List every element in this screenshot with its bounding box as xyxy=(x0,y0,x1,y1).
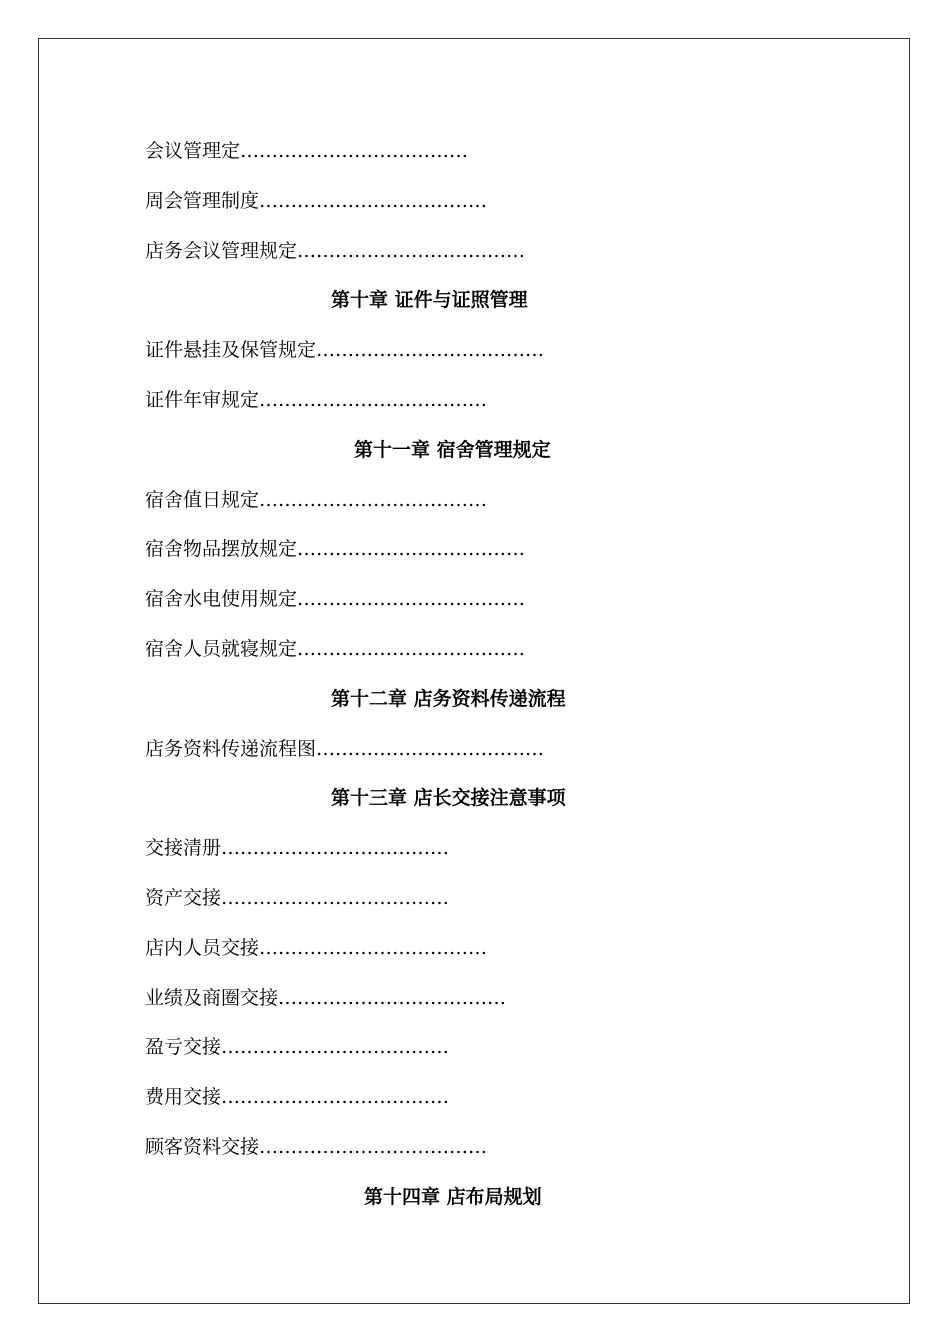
toc-entry-title: 交接清册 xyxy=(145,837,222,859)
toc-leader-dots: ……………………………… xyxy=(259,937,488,959)
toc-entry xyxy=(145,734,544,764)
toc-leader-dots: ……………………………… xyxy=(297,588,526,610)
chapter-heading: 第十一章 宿舍管理规定 xyxy=(354,439,551,461)
toc-leader-dots: ……………………………… xyxy=(221,1086,450,1108)
toc-entry-title: 会议管理定 xyxy=(145,140,241,162)
toc-entry-title: 业绩及商圈交接 xyxy=(145,987,279,1009)
toc-entry xyxy=(145,485,487,515)
chapter-heading: 第十三章 店长交接注意事项 xyxy=(331,787,566,809)
toc-entry xyxy=(145,136,468,166)
toc-entry xyxy=(145,1132,487,1162)
toc-entry xyxy=(145,335,544,365)
toc-entry xyxy=(145,883,449,913)
toc-leader-dots: ……………………………… xyxy=(278,987,507,1009)
toc-entry xyxy=(145,236,525,266)
toc-leader-dots: ……………………………… xyxy=(259,489,488,511)
toc-entry-title: 宿舍值日规定 xyxy=(145,489,260,511)
toc-entry xyxy=(145,1082,449,1112)
toc-entry-title: 宿舍人员就寝规定 xyxy=(145,638,298,660)
toc-leader-dots: ……………………………… xyxy=(221,1036,450,1058)
chapter-heading: 第十章 证件与证照管理 xyxy=(331,289,528,311)
toc-leader-dots: ……………………………… xyxy=(297,240,526,262)
toc-entry xyxy=(145,1032,449,1062)
toc-entry xyxy=(145,385,487,415)
toc-leader-dots: ……………………………… xyxy=(297,638,526,660)
toc-entry xyxy=(145,584,525,614)
toc-entry-title: 宿舍物品摆放规定 xyxy=(145,538,298,560)
toc-leader-dots: ……………………………… xyxy=(259,389,488,411)
toc-leader-dots: ……………………………… xyxy=(240,140,469,162)
toc-entry-title: 费用交接 xyxy=(145,1086,222,1108)
toc-entry-title: 店内人员交接 xyxy=(145,937,260,959)
toc-entry-title: 盈亏交接 xyxy=(145,1036,222,1058)
toc-entry-title: 证件悬挂及保管规定 xyxy=(145,339,317,361)
toc-leader-dots: ……………………………… xyxy=(259,190,488,212)
toc-entry xyxy=(145,983,506,1013)
toc-entry-title: 店务资料传递流程图 xyxy=(145,738,317,760)
toc-leader-dots: ……………………………… xyxy=(297,538,526,560)
toc-entry-title: 顾客资料交接 xyxy=(145,1136,260,1158)
toc-leader-dots: ……………………………… xyxy=(316,339,545,361)
chapter-heading: 第十二章 店务资料传递流程 xyxy=(331,688,566,710)
toc-leader-dots: ……………………………… xyxy=(221,887,450,909)
toc-entry-title: 周会管理制度 xyxy=(145,190,260,212)
toc-leader-dots: ……………………………… xyxy=(221,837,450,859)
toc-entry-title: 宿舍水电使用规定 xyxy=(145,588,298,610)
toc-entry-title: 资产交接 xyxy=(145,887,222,909)
toc-entry xyxy=(145,634,525,664)
toc-entry xyxy=(145,833,449,863)
chapter-heading: 第十四章 店布局规划 xyxy=(364,1186,542,1208)
toc-entry-title: 证件年审规定 xyxy=(145,389,260,411)
toc-entry xyxy=(145,186,487,216)
toc-entry xyxy=(145,534,525,564)
toc-entry-title: 店务会议管理规定 xyxy=(145,240,298,262)
table-of-contents xyxy=(145,0,765,1344)
toc-entry xyxy=(145,933,487,963)
toc-leader-dots: ……………………………… xyxy=(316,738,545,760)
toc-leader-dots: ……………………………… xyxy=(259,1136,488,1158)
